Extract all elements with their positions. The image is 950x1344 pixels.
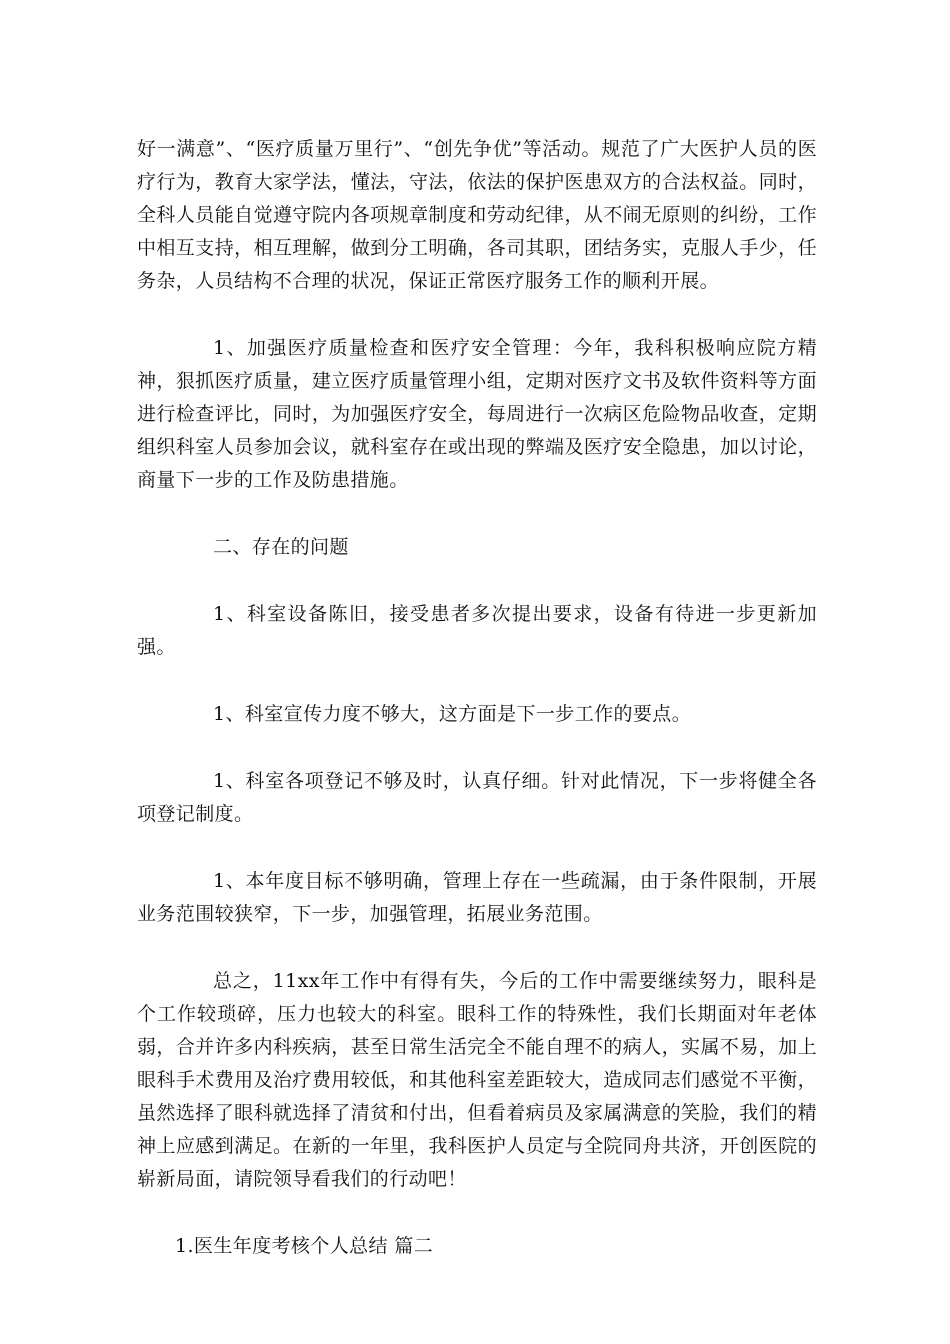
paragraph-continuation: 好一满意”、“医疗质量万里行”、“创先争优”等活动。规范了广大医护人员的医疗行为，教育大家学法，懂法，守法，依法的保护医患双方的合法权益。同时，全科人员能自觉遵守院内各项规章制度和劳动纪律，从不闹无原则的纠纷，工作中相互支持，相互理解，做到分工明确，各司其职，团结务实，克服人手少，任务杂，人员结构不合理的状况，保证正常医疗服务工作的顺利开展。 [137,138,817,292]
problem-item-registration: 1、科室各项登记不够及时，认真仔细。针对此情况，下一步将健全各项登记制度。 [137,770,817,825]
problem-item-goals: 1、本年度目标不够明确，管理上存在一些疏漏，由于条件限制，开展业务范围较狭窄，下一步，加强管理，拓展业务范围。 [137,870,817,925]
paragraph-conclusion: 总之，11xx年工作中有得有失，今后的工作中需要继续努力，眼科是个工作较琐碎，压力也较大的科室。眼科工作的特殊性，我们长期面对年老体弱，合并许多内科疾病，甚至日常生活完全不能自理不的病人，实属不易，加上眼科手术费用及治疗费用较低，和其他科室差距较大，造成同志们感觉不平衡，虽然选择了眼科就选择了清贫和付出，但看着病员及家属满意的笑脸，我们的精神上应感到满足。在新的一年里，我科医护人员定与全院同舟共济，开创医院的崭新局面，请院领导看我们的行动吧！ [137,970,817,1190]
paragraph-quality-management: 1、加强医疗质量检查和医疗安全管理：今年，我科积极响应院方精神，狠抓医疗质量，建立医疗质量管理小组，定期对医疗文书及软件资料等方面进行检查评比，同时，为加强医疗安全，每周进行一次病区危险物品收查，定期组织科室人员参加会议，就科室存在或出现的弊端及医疗安全隐患，加以讨论，商量下一步的工作及防患措施。 [137,337,817,491]
section-heading-problems: 二、存在的问题 [213,536,349,558]
next-section-title: 1.医生年度考核个人总结 篇二 [175,1235,434,1257]
problem-item-publicity: 1、科室宣传力度不够大，这方面是下一步工作的要点。 [213,703,692,725]
document-body [137,133,817,1297]
problem-item-equipment: 1、科室设备陈旧，接受患者多次提出要求，设备有待进一步更新加强。 [137,603,817,658]
